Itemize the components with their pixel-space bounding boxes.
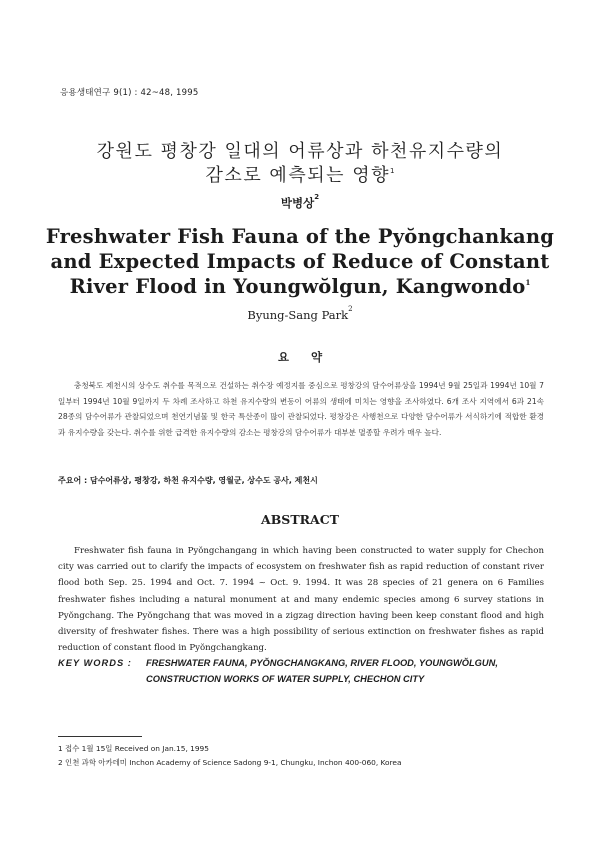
english-author-footnote-mark: 2 <box>348 305 353 313</box>
journal-citation: 응용생태연구 9(1) : 42~48, 1995 <box>60 88 199 98</box>
korean-abstract-heading: 요 약 <box>277 350 323 364</box>
english-title-line-3: River Flood in Youngwŏlgun, Kangwondo$^1$ <box>69 275 531 298</box>
footnote-divider <box>58 736 142 737</box>
english-keywords-line-2: CONSTRUCTION WORKS OF WATER SUPPLY, CHECHON CITY <box>146 674 425 684</box>
english-abstract: Freshwater fish fauna in Pyŏngchangang in which having been constructed to water supply for Chechon city was carried out to clarify the impacts of ecosystem on freshwater fish as rapid reduction of constant river flood both Sep. 25. 1994 and Oct. 7. 1994 ~ Oct. 9. 1994. It was 28 species of 21 genera on 6 Families freshwater fishes including a natural monument at and many endemic species among 6 survey stations in Pyŏngchang. The Pyŏngchang that was moved in a zigzag direction having been keep constant flood and high diversity of freshwater fishes. There was a high possibility of serious extinction on freshwater fishes as rapid reduction of constant flood in Pyŏngchangkang. <box>58 546 544 654</box>
footnote-2: 2 인천 과학 아카데미 Inchon Academy of Science Sadong 9-1, Chungku, Inchon 400-060, Korea <box>58 758 402 767</box>
english-title-footnote-mark: 1 <box>525 278 531 287</box>
english-keywords <box>58 655 558 687</box>
korean-keywords-label: 주요어 : <box>58 476 88 485</box>
korean-title-line-1: 강원도 평창강 일대의 어류상과 하천유지수량의 <box>96 141 504 162</box>
korean-author-footnote-mark: 2 <box>314 193 320 201</box>
english-author: Byung-Sang Park$^2$ <box>247 305 353 322</box>
korean-title-line-2: 감소로 예측되는 영향$^1$ <box>205 165 395 186</box>
english-title-line-1: Freshwater Fish Fauna of the Pyŏngchankang <box>45 225 555 248</box>
english-keywords-label: KEY WORDS : <box>58 658 132 668</box>
korean-title-footnote-mark: 1 <box>389 167 395 175</box>
english-title-line-2: and Expected Impacts of Reduce of Constant <box>50 250 550 273</box>
abstract-heading: ABSTRACT <box>261 512 339 527</box>
footnote-1: 1 접수 1월 15일 Received on Jan.15, 1995 <box>58 744 209 753</box>
english-keywords-line-1: FRESHWATER FAUNA, PYŎNGCHANGKANG, RIVER FLOOD, YOUNGWŎLGUN, <box>146 658 498 668</box>
korean-keywords-text: 담수어류상, 평창강, 하천 유지수량, 영월군, 상수도 공사, 제천시 <box>89 476 318 485</box>
korean-keywords <box>58 475 544 486</box>
korean-abstract: 충청북도 제천시의 상수도 취수를 목적으로 건설하는 취수장 예정지를 중심으로 평창강의 담수어류상을 1994년 9월 25일과 1994년 10월 7일부터 1994년 10월 9일까지 두 차례 조사하고 하천 유지수량의 변동이 어류의 생태에 미치는 영향을 조사하였다. 6개 조사 지역에서 6과 21속 28종의 담수어류가 관찰되었으며 천연기념물 및 한국 특산종이 많이 관찰되었다. 평창강은 사행천으로 다양한 담수어류가 서식하기에 적합한 환경과 유지수량을 갖는다. 취수를 위한 급격한 유지수량의 감소는 평창강의 담수어류가 대부분 멸종할 우려가 매우 높다. <box>58 381 544 437</box>
korean-author: 박병상$^2$ <box>280 193 320 210</box>
